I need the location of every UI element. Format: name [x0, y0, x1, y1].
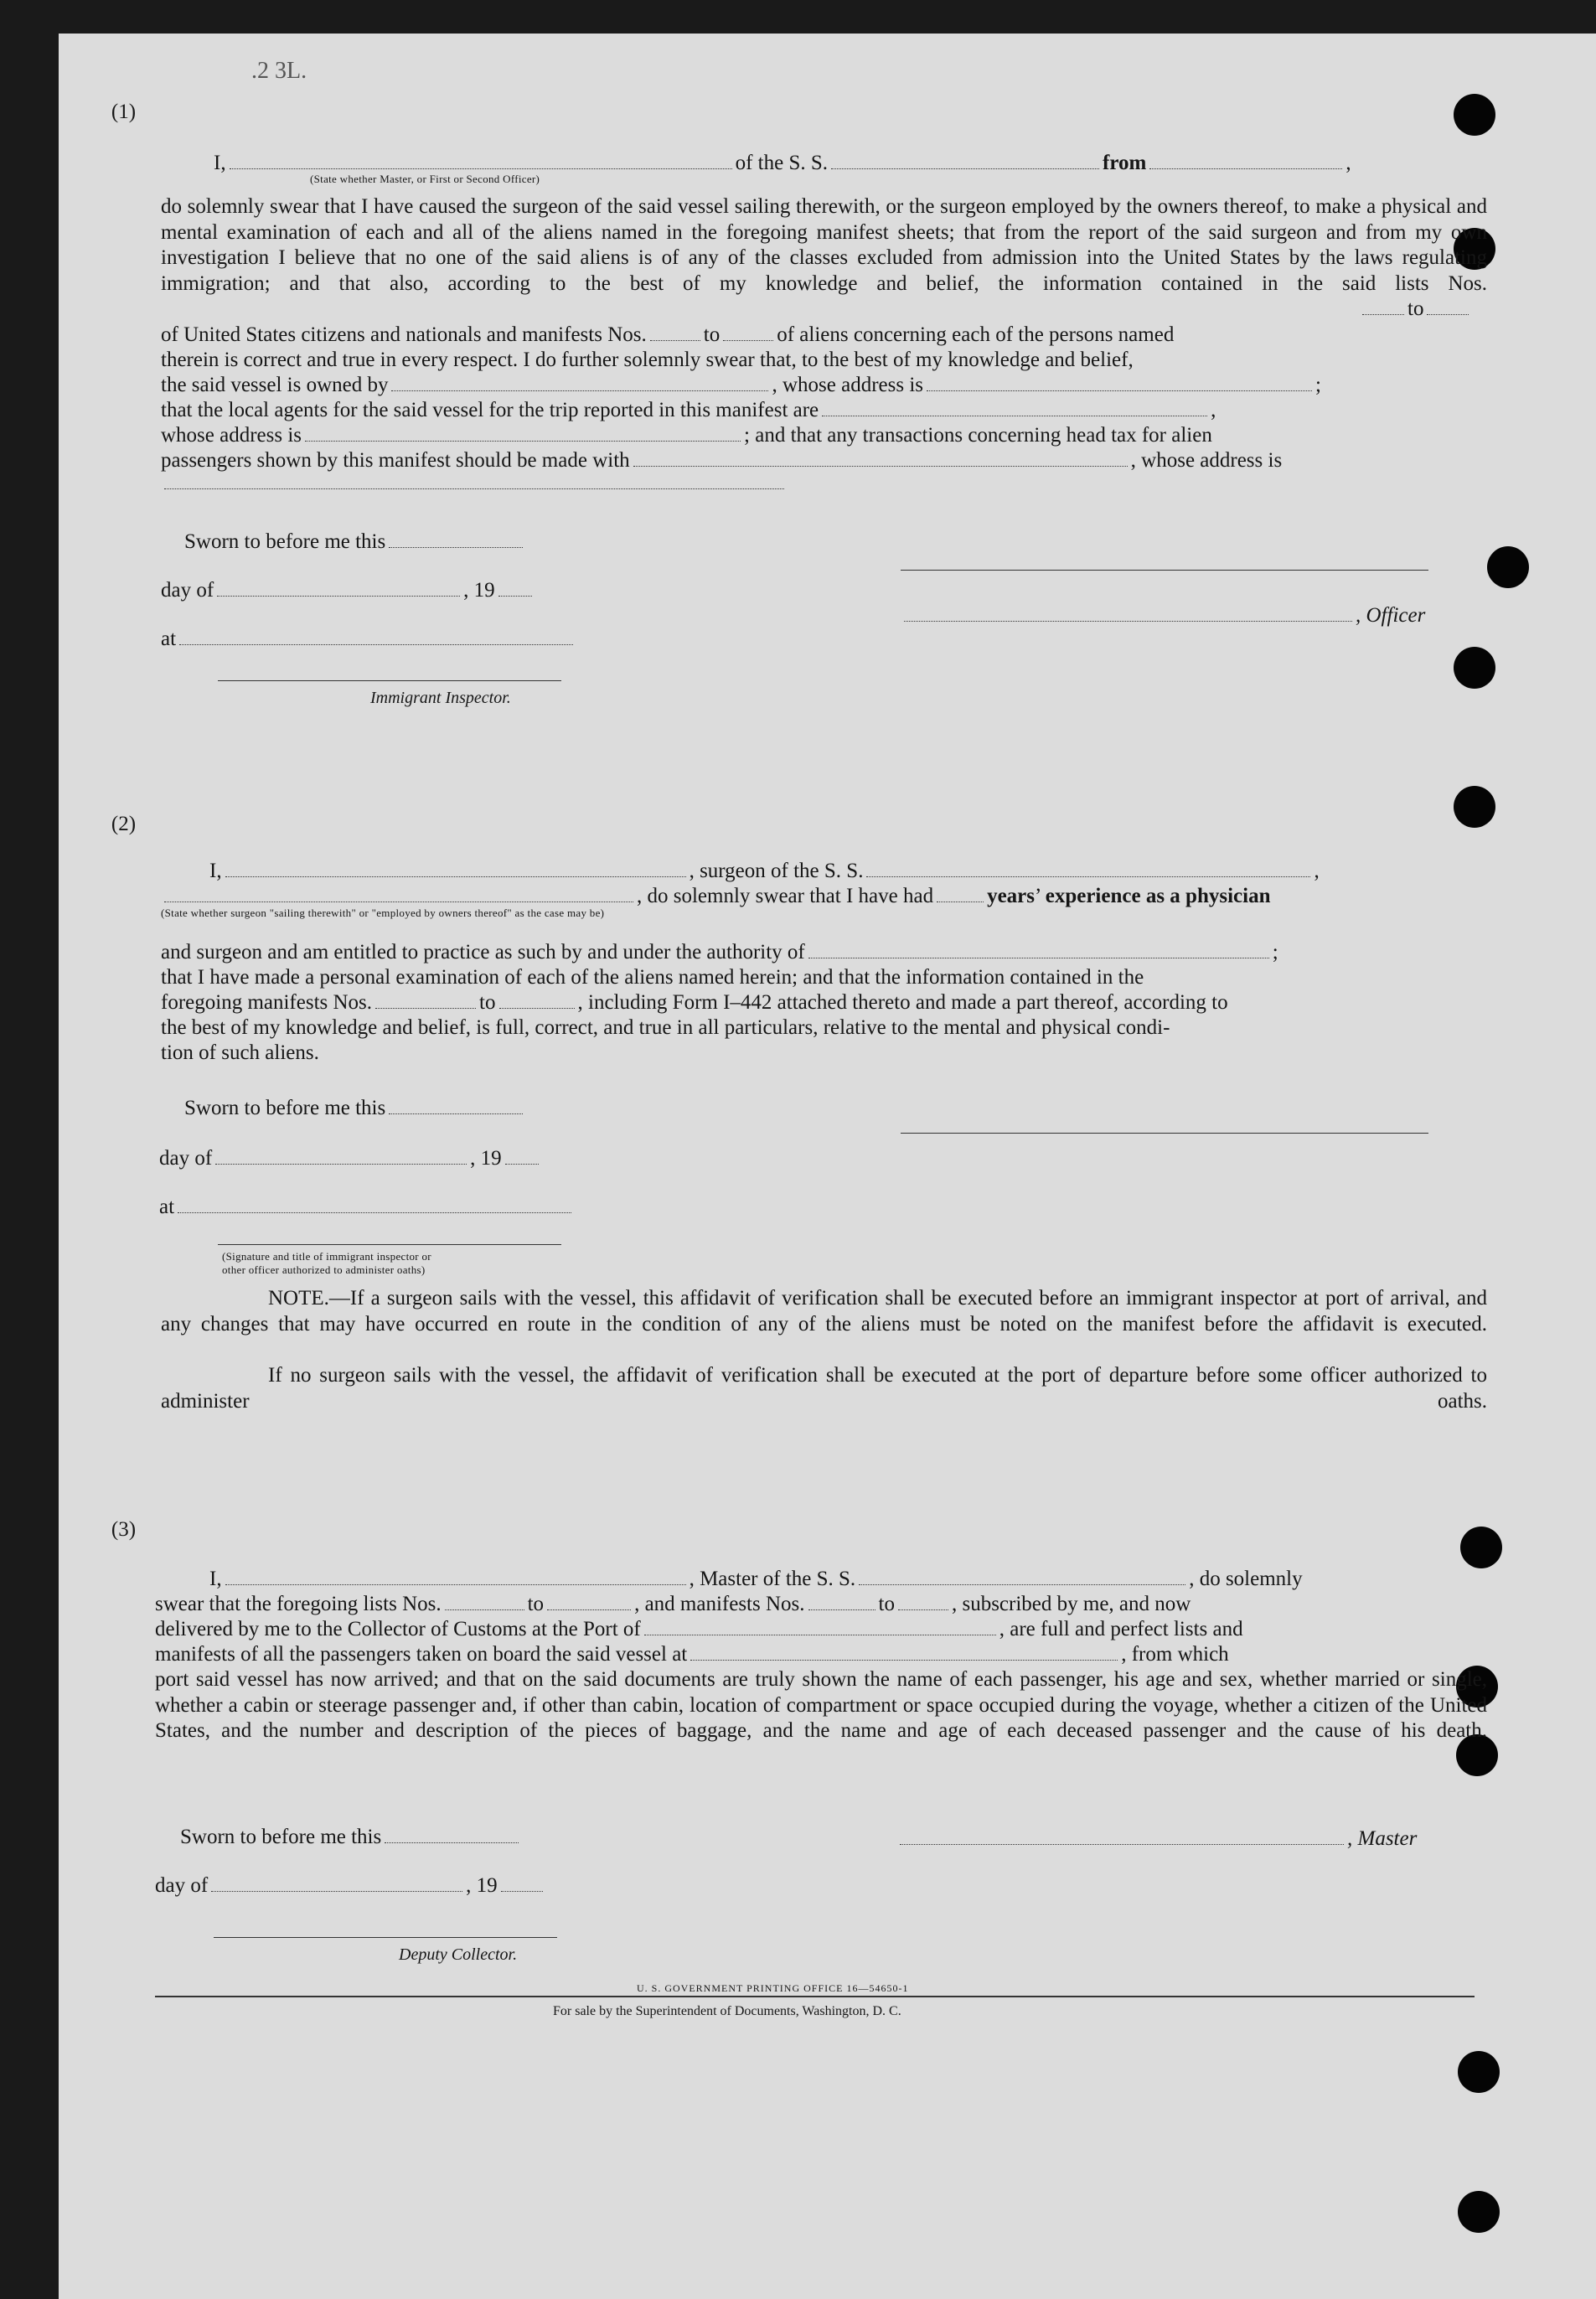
- note-paragraph: If no surgeon sails with the vessel, the affidavit of verification shall be executed at the port of departure before some officer authorized to administer oaths.: [161, 1364, 1487, 1413]
- master-line: , Master: [896, 1826, 1417, 1852]
- signature-line[interactable]: [214, 1937, 557, 1938]
- manifest-nos-field[interactable]: [650, 325, 700, 341]
- signature-caption: other officer authorized to administer oaths): [222, 1263, 426, 1276]
- manifest-to-field[interactable]: [499, 993, 575, 1009]
- officer-line: , Officer: [901, 603, 1425, 628]
- oath-line: whose address is ; and that any transactions concerning head tax for alien: [161, 424, 1212, 447]
- owner-field[interactable]: [391, 375, 768, 391]
- lists-nos-field[interactable]: [445, 1594, 524, 1610]
- year-field[interactable]: [498, 581, 532, 597]
- oath-line: and surgeon and am entitled to practice as such by and under the authority of ;: [161, 941, 1278, 964]
- owner-address-field[interactable]: [927, 375, 1312, 391]
- oath-line: foregoing manifests Nos. to , including Form I–442 attached thereto and made a part thereof, according to: [161, 991, 1228, 1014]
- margin-note: .2 3L.: [251, 58, 307, 84]
- year-field[interactable]: [501, 1876, 543, 1892]
- oath-line: tion of such aliens.: [161, 1041, 319, 1064]
- oath-line: the best of my knowledge and belief, is full, correct, and true in all particulars, relative to the mental and physical condi-: [161, 1016, 1170, 1039]
- oath-line: swear that the foregoing lists Nos. to , and manifests Nos. to , subscribed by me, and now: [155, 1593, 1191, 1615]
- punch-hole: [1458, 2191, 1500, 2233]
- signature-line[interactable]: [901, 570, 1428, 571]
- sworn-day-field[interactable]: [389, 532, 523, 548]
- oath-body: do solemnly swear that I have caused the surgeon of the said vessel sailing therewith, or the surgeon employed by the owners thereof, to make a physical and mental examination of each and all of the aliens named in the foregoing manifest sheets; that from the report of the said surgeon and from my own investigation I believe that no one of the said aliens is of any of the classes excluded from admission into the United States by the laws regulating immigration; and that also, according to the best of my knowledge and belief, the information contained in the said lists Nos.: [161, 195, 1487, 295]
- field-caption: (State whether Master, or First or Second Officer): [310, 173, 540, 185]
- agents-address-field[interactable]: [305, 426, 741, 442]
- place-field[interactable]: [179, 629, 573, 645]
- signature-line[interactable]: [218, 680, 561, 681]
- lists-to-field[interactable]: [547, 1594, 631, 1610]
- sworn-label: Sworn to before me this: [184, 530, 526, 555]
- collector-label: Deputy Collector.: [399, 1945, 518, 1964]
- oath-line: that I have made a personal examination of each of the aliens named herein; and that the information contained in the: [161, 966, 1144, 989]
- month-field[interactable]: [217, 581, 460, 597]
- from-field[interactable]: [1149, 153, 1342, 169]
- sworn-day-field[interactable]: [385, 1827, 519, 1843]
- signature-caption: (Signature and title of immigrant inspector or: [222, 1250, 431, 1263]
- form-sheet: [59, 34, 1596, 2299]
- punch-hole: [1454, 647, 1495, 689]
- sworn-label: Sworn to before me this: [184, 1096, 526, 1121]
- officer-signature-field[interactable]: [904, 606, 1352, 622]
- oath-line: I, , Master of the S. S. , do solemnly: [209, 1568, 1303, 1590]
- printing-office-line: U. S. GOVERNMENT PRINTING OFFICE 16—54650-1: [637, 1982, 909, 1994]
- manifest-to-field[interactable]: [898, 1594, 948, 1610]
- head-tax-address-field[interactable]: [164, 473, 784, 489]
- manifest-to-field[interactable]: [723, 325, 773, 341]
- punch-hole: [1458, 2051, 1500, 2093]
- month-field[interactable]: [215, 1149, 467, 1165]
- vessel-field[interactable]: [831, 153, 1099, 169]
- master-signature-field[interactable]: [900, 1829, 1344, 1845]
- signature-line[interactable]: [218, 1244, 561, 1245]
- section-number: (2): [111, 813, 137, 835]
- date-line: day of , 19: [155, 1873, 546, 1899]
- footer-rule: [155, 1996, 1475, 1997]
- section-number: (3): [111, 1518, 137, 1541]
- name-field[interactable]: [230, 153, 732, 169]
- surgeon-name-field[interactable]: [225, 861, 686, 877]
- departure-port-field[interactable]: [690, 1645, 1118, 1661]
- oath-line: to: [1359, 297, 1472, 322]
- oath-line: I, of the S. S. from ,: [214, 152, 1351, 174]
- punch-hole: [1454, 786, 1495, 828]
- oath-body: port said vessel has now arrived; and that on the said documents are truly shown the name of each passenger, his age and sex, whether married or single, whether a cabin or steerage passenger and, if other than cabin, location of compartment or space occupied during the voyage, whether a citizen of the United States, and the number and description of the pieces of baggage, and the name and age of each deceased passenger and the cause of his death.: [155, 1668, 1487, 1742]
- oath-line: passengers shown by this manifest should be made with , whose address is: [161, 449, 1283, 472]
- sale-notice: For sale by the Superintendent of Documents, Washington, D. C.: [553, 2004, 901, 2018]
- oath-line: , do solemnly swear that I have had years’ experience as a physician: [161, 884, 1270, 909]
- agents-field[interactable]: [822, 400, 1207, 416]
- inspector-label: Immigrant Inspector.: [370, 689, 511, 707]
- manifest-nos-field[interactable]: [808, 1594, 875, 1610]
- vessel-field[interactable]: [859, 1569, 1185, 1585]
- punch-hole: [1454, 94, 1495, 136]
- oath-line: that the local agents for the said vessel for the trip reported in this manifest are ,: [161, 399, 1216, 421]
- oath-line: of United States citizens and nationals and manifests Nos. to of aliens concerning each of the persons named: [161, 323, 1175, 346]
- oath-line: the said vessel is owned by , whose address is ;: [161, 374, 1321, 396]
- surgeon-status-field[interactable]: [164, 886, 633, 902]
- signature-line[interactable]: [901, 1133, 1428, 1134]
- field-caption: (State whether surgeon "sailing therewith" or "employed by owners thereof" as the case may be): [161, 907, 605, 919]
- oath-line: delivered by me to the Collector of Customs at the Port of , are full and perfect lists and: [155, 1618, 1243, 1640]
- place-line: at: [161, 627, 576, 652]
- oath-line: I, , surgeon of the S. S. ,: [209, 860, 1320, 882]
- authority-field[interactable]: [808, 943, 1269, 958]
- note-paragraph: NOTE.—If a surgeon sails with the vessel, this affidavit of verification shall be executed before an immigrant inspector at port of arrival, and any changes that may have occurred en route in the condition of any of the aliens must be noted on the manifest before the affidavit is executed.: [161, 1287, 1487, 1335]
- oath-line: manifests of all the passengers taken on board the said vessel at , from which: [155, 1643, 1229, 1666]
- place-line: at: [159, 1195, 575, 1220]
- years-field[interactable]: [937, 886, 984, 902]
- sworn-day-field[interactable]: [389, 1098, 523, 1114]
- month-field[interactable]: [211, 1876, 462, 1892]
- date-line: day of , 19: [159, 1146, 542, 1171]
- date-line: day of , 19: [161, 578, 535, 603]
- section-number: (1): [111, 101, 137, 123]
- head-tax-field[interactable]: [633, 451, 1128, 467]
- year-field[interactable]: [505, 1149, 539, 1165]
- oath-line: [161, 471, 788, 496]
- vessel-field[interactable]: [866, 861, 1310, 877]
- punch-hole: [1487, 546, 1529, 588]
- oath-line: therein is correct and true in every respect. I do further solemnly swear that, to the best of my knowledge and belief,: [161, 349, 1134, 371]
- master-name-field[interactable]: [225, 1569, 686, 1585]
- sworn-label: Sworn to before me this: [180, 1825, 522, 1850]
- port-field[interactable]: [644, 1620, 996, 1635]
- punch-hole: [1460, 1527, 1502, 1568]
- lists-nos-field[interactable]: [1362, 299, 1404, 315]
- place-field[interactable]: [178, 1197, 571, 1213]
- manifest-nos-field[interactable]: [375, 993, 476, 1009]
- lists-to-field[interactable]: [1427, 299, 1469, 315]
